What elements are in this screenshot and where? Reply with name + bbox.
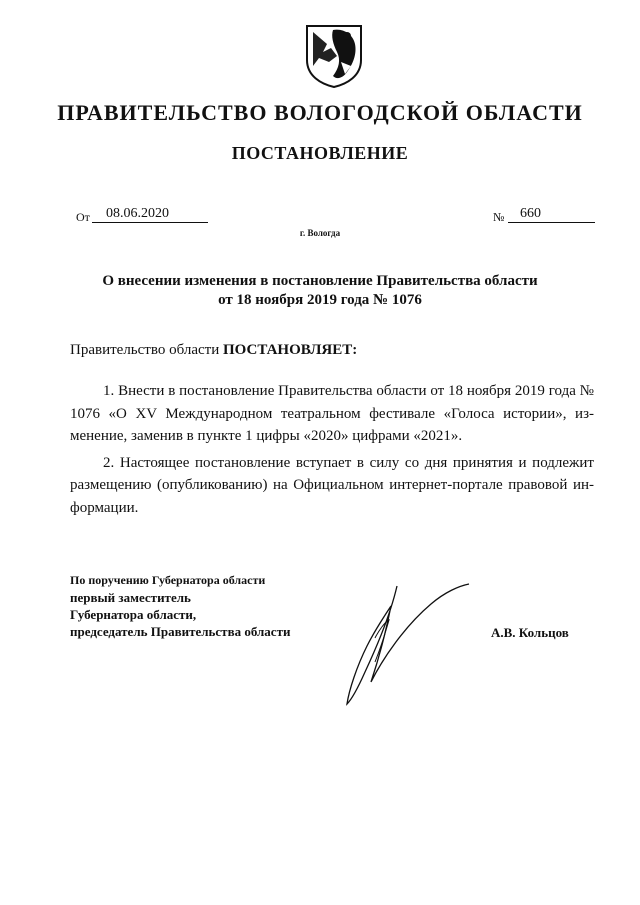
number-label: № <box>493 210 505 224</box>
signature-line-2: первый заместитель <box>70 590 191 605</box>
city-label: г. Вологда <box>299 228 341 238</box>
signature-line-1: По поручению Губернатора области <box>70 573 266 587</box>
date-label: От <box>76 210 90 224</box>
subject-line-1: О внесении изменения в постановление Правительства области <box>102 273 538 289</box>
vologda-coat-of-arms-icon <box>303 22 365 88</box>
signature-block <box>70 572 290 640</box>
signature-line-4: председатель Правительства области <box>70 624 291 639</box>
government-title: ПРАВИТЕЛЬСТВО ВОЛОГОДСКОЙ ОБЛАСТИ <box>57 100 583 125</box>
handwritten-signature-icon <box>335 582 475 707</box>
preamble-text: Правительство области <box>70 342 223 358</box>
subject-line-2: от 18 ноября 2019 года № 1076 <box>218 292 422 308</box>
document-number: 660 <box>508 206 595 223</box>
signer-name: А.В. Кольцов <box>491 625 569 640</box>
preamble <box>70 342 357 359</box>
document-date: 08.06.2020 <box>92 206 208 223</box>
document-type: ПОСТАНОВЛЕНИЕ <box>231 143 409 163</box>
document-body <box>70 380 594 523</box>
clause-2: 2. Настоящее постановление вступает в силу со дня принятия и подлежит размещению (опубликованию) на Официальном интернет-портале правовой ин-формации. <box>70 454 594 516</box>
document-subject <box>60 272 580 310</box>
preamble-emphasis: ПОСТАНОВЛЯЕТ: <box>222 342 358 358</box>
signature-line-3: Губернатора области, <box>70 607 197 622</box>
clause-1: 1. Внести в постановление Правительства области от 18 ноября 2019 года № 1076 «О XV Международном театральном фестивале «Голоса истории», из-менение, заменив в пункте 1 цифры «2020» цифрами «2021». <box>70 383 594 444</box>
